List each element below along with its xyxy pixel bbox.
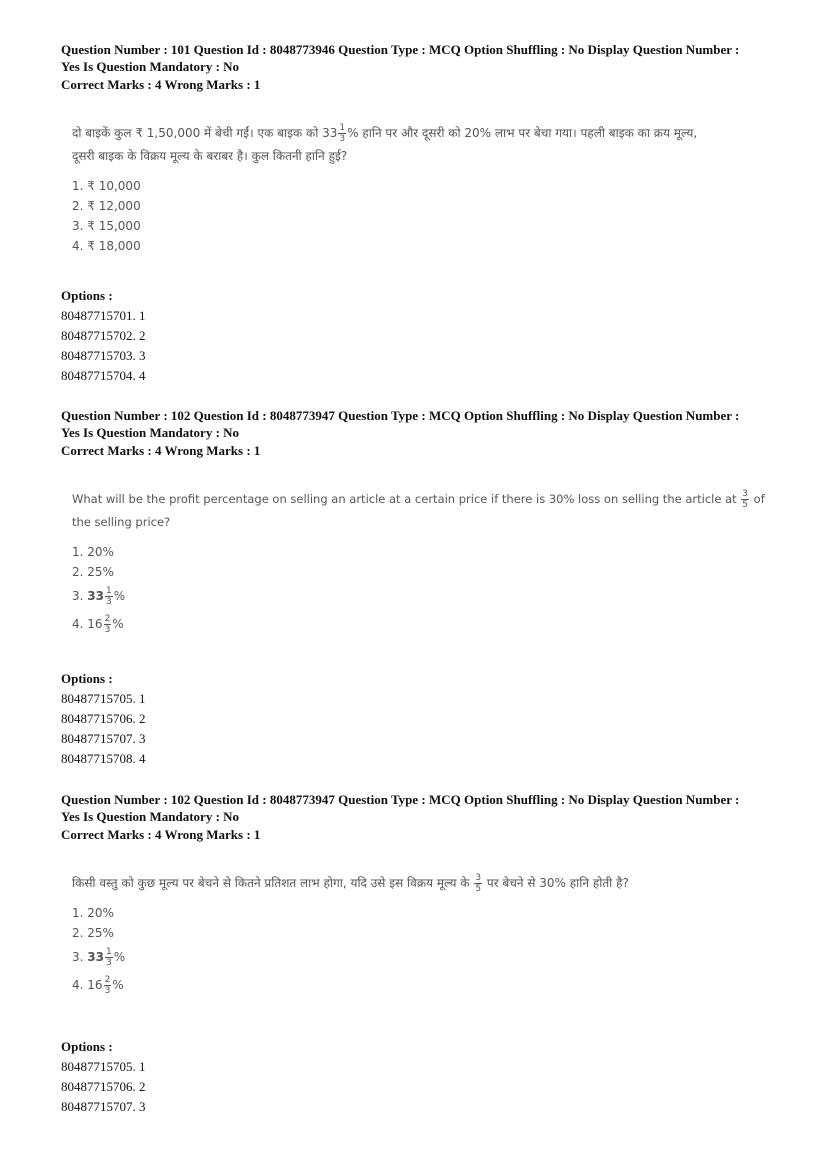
answer-option: 2. 25% [72,565,114,579]
options-title: Options : [61,671,113,686]
options-list-102 [61,669,781,769]
header-line: Question Number : 102 Question Id : 8048773947 Question Type : MCQ Option Shuffling : No Display Question Number : [61,792,740,807]
header-line: Question Number : 101 Question Id : 8048773946 Question Type : MCQ Option Shuffling : No Display Question Number : [61,42,740,57]
fraction [105,586,113,607]
percent-sign: % [112,978,124,992]
percent-sign: % [113,950,126,964]
option-id: 80487715707. 3 [61,1099,146,1114]
fraction [474,873,482,894]
header-line: Yes Is Question Mandatory : No [61,58,240,74]
options-list-101 [61,286,781,386]
fraction-numerator: 1 [105,947,112,957]
options-title: Options : [61,288,113,303]
question-header-102-hindi [61,792,781,844]
header-line: Yes Is Question Mandatory : No [61,808,240,824]
fraction-denominator: 5 [742,500,749,510]
question-header-101 [61,42,781,94]
answer-option [72,971,782,999]
question-text-part: पर बेचने से 30% हानि होती है? [486,876,629,890]
question-text [72,488,782,534]
fraction-denominator: 3 [104,986,111,996]
fraction-numerator: 3 [475,873,482,883]
option-id: 80487715706. 2 [61,711,146,726]
option-id: 80487715704. 4 [61,368,146,383]
option-id: 80487715708. 4 [61,751,146,766]
fraction-numerator: 2 [104,614,111,624]
question-header-102 [61,408,781,460]
question-text-part: दूसरी बाइक के विक्रय मूल्य के बराबर है। कुल कितनी हानि हुई? [72,149,348,163]
option-id: 80487715701. 1 [61,308,146,323]
option-id: 80487715705. 1 [61,1059,146,1074]
mixed-whole: 33 [87,589,104,603]
question-text-part: What will be the profit percentage on selling an article at a certain price if there is 30% loss on selling the article at [72,492,737,506]
answer-option: 2. 25% [72,926,114,940]
question-text [72,872,782,895]
fraction [105,947,113,968]
fraction [104,614,112,635]
question-text-part: the selling price? [72,515,171,529]
answer-option: 3. ₹ 15,000 [72,219,141,233]
header-line: Correct Marks : 4 Wrong Marks : 1 [61,443,261,458]
answer-option: 1. ₹ 10,000 [72,179,141,193]
mixed-whole: 16 [87,617,103,631]
options-list-102-hindi [61,1037,781,1117]
answer-option [72,582,782,610]
option-number: 4. [72,978,84,992]
option-id: 80487715707. 3 [61,731,146,746]
option-number: 4. [72,617,84,631]
option-number: 3. [72,589,84,603]
fraction-denominator: 3 [105,958,112,968]
fraction-numerator: 1 [105,586,112,596]
question-text-part: किसी वस्तु को कुछ मूल्य पर बेचने से कितने प्रतिशत लाभ होगा, यदि उसे इस विक्रय मूल्य के [72,876,470,890]
fraction-numerator: 2 [104,975,111,985]
header-line: Yes Is Question Mandatory : No [61,424,240,440]
fraction-denominator: 3 [339,134,346,144]
header-line: Correct Marks : 4 Wrong Marks : 1 [61,77,261,92]
fraction-numerator: 3 [742,489,749,499]
option-id: 80487715706. 2 [61,1079,146,1094]
answer-option: 2. ₹ 12,000 [72,199,141,213]
percent-sign: % [113,589,126,603]
fraction [741,489,749,510]
header-line: Question Number : 102 Question Id : 8048773947 Question Type : MCQ Option Shuffling : No Display Question Number : [61,408,740,423]
fraction-denominator: 3 [105,597,112,607]
option-id: 80487715705. 1 [61,691,146,706]
question-text-part: दो बाइकें कुल ₹ 1,50,000 में बेची गईं। एक बाइक को 33 [72,126,338,140]
question-text-part: of [753,492,765,506]
fraction-numerator: 1 [339,123,346,133]
answer-option [72,610,782,638]
question-body-102 [72,488,782,638]
question-body-101 [72,122,782,256]
question-text-part: % हानि पर और दूसरी को 20% लाभ पर बेचा गया। पहली बाइक का क्रय मूल्य, [347,126,698,140]
option-id: 80487715703. 3 [61,348,146,363]
fraction [104,975,112,996]
mixed-whole: 33 [87,950,104,964]
answer-option: 4. ₹ 18,000 [72,239,141,253]
percent-sign: % [112,617,124,631]
fraction-denominator: 3 [104,625,111,635]
question-text [72,122,782,168]
answer-option: 1. 20% [72,545,114,559]
fraction-denominator: 5 [475,884,482,894]
answer-option: 1. 20% [72,906,114,920]
mixed-whole: 16 [87,978,103,992]
options-title: Options : [61,1039,113,1054]
option-number: 3. [72,950,84,964]
question-body-102-hindi [72,872,782,999]
option-id: 80487715702. 2 [61,328,146,343]
answer-option [72,943,782,971]
header-line: Correct Marks : 4 Wrong Marks : 1 [61,827,261,842]
fraction [338,123,346,144]
